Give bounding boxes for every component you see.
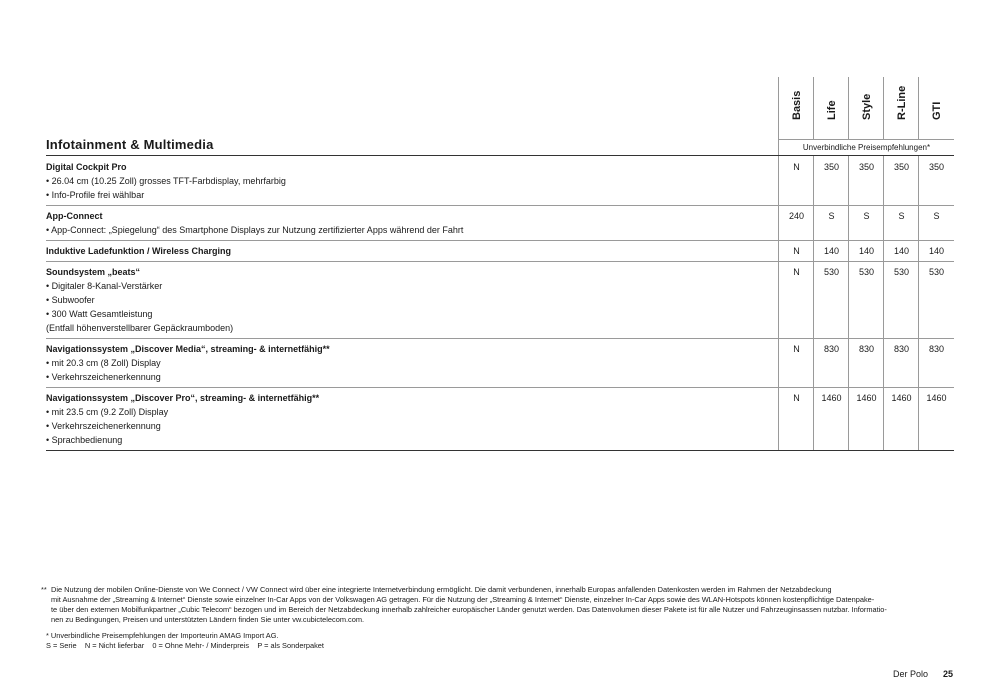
column-divider [848, 156, 849, 451]
row-title: Soundsystem „beats“ [46, 267, 141, 277]
row-bullet: • mit 20.3 cm (8 Zoll) Display [46, 358, 161, 368]
section-title: Infotainment & Multimedia [46, 137, 214, 152]
cell-life: 830 [823, 344, 840, 354]
footnote-double-star [41, 585, 950, 625]
cell-basis: N [793, 162, 800, 172]
row-divider [46, 261, 954, 262]
cell-style: 140 [858, 246, 875, 256]
cell-r-line: 530 [893, 267, 910, 277]
row-title: App-Connect [46, 211, 103, 221]
column-divider [918, 156, 919, 451]
cell-r-line: 350 [893, 162, 910, 172]
cell-r-line: S [898, 211, 905, 221]
cell-life: S [828, 211, 835, 221]
cell-basis: N [793, 267, 800, 277]
page-number: 25 [943, 669, 954, 679]
row-title: Digital Cockpit Pro [46, 162, 127, 172]
column-header-life: Life [825, 100, 838, 120]
cell-r-line: 140 [893, 246, 910, 256]
row-bullet: • Digitaler 8-Kanal-Verstärker [46, 281, 163, 291]
cell-basis: N [793, 393, 800, 403]
cell-style: 1460 [856, 393, 877, 403]
cell-gti: 1460 [926, 393, 947, 403]
footnote-line: mit Ausnahme der „Streaming & Internet“ Dienste sowie einzelner In-Car Apps von der Volkswagen AG getragen. Für die Nutzung der „Streaming & Internet“ Dienste, einzelner In-Car Apps sowie des WLAN-Hotspots können kostenpflichtige Datenpake- [51, 595, 875, 604]
footnote-star: * Unverbindliche Preisempfehlungen der Importeurin AMAG Import AG. [46, 631, 279, 640]
row-note: (Entfall höhenverstellbarer Gepäckraumboden) [46, 323, 234, 333]
cell-life: 350 [823, 162, 840, 172]
cell-gti: S [933, 211, 940, 221]
row-bullet: • Verkehrszeichenerkennung [46, 421, 161, 431]
column-divider [813, 156, 814, 451]
table-bottom-rule [46, 450, 954, 451]
footnote-line: te über den externen Mobilfunkpartner „Cubic Telecom“ bezogen und im Bereich der Netzabdeckung innerhalb zahlreicher europäischer Länder genutzt werden. Das Datenvolumen dieser Pakete ist für alle Nutzer und Fahrzeuginsassen nutzbar. Informatio- [51, 605, 887, 614]
footnote-marker: ** [41, 585, 47, 594]
cell-life: 1460 [821, 393, 842, 403]
legend: S = Serie N = Nicht lieferbar 0 = Ohne Mehr- / Minderpreis P = als Sonderpaket [46, 641, 324, 650]
cell-r-line: 830 [893, 344, 910, 354]
column-header-gti: GTI [930, 101, 943, 120]
row-title: Navigationssystem „Discover Media“, streaming- & internetfähig** [46, 344, 330, 354]
footnote-line: nen zu Bedingungen, Preisen und unterstützten Ländern finden Sie unter vw.cubictelecom.com. [51, 615, 365, 624]
row-divider [46, 205, 954, 206]
cell-style: 350 [858, 162, 875, 172]
cell-gti: 350 [928, 162, 945, 172]
row-bullet: • Sprachbedienung [46, 435, 123, 445]
row-title: Induktive Ladefunktion / Wireless Charging [46, 246, 231, 256]
row-divider [46, 387, 954, 388]
row-bullet: • Verkehrszeichenerkennung [46, 372, 161, 382]
row-bullet: • 26.04 cm (10.25 Zoll) grosses TFT-Farbdisplay, mehrfarbig [46, 176, 286, 186]
row-bullet: • App-Connect: „Spiegelung“ des Smartphone Displays zur Nutzung zertifizierter Apps während der Fahrt [46, 225, 464, 235]
table-top-rule [46, 155, 954, 156]
cell-life: 140 [823, 246, 840, 256]
column-header-basis: Basis [790, 90, 803, 120]
row-divider [46, 338, 954, 339]
row-bullet: • 300 Watt Gesamtleistung [46, 309, 153, 319]
cell-style: S [863, 211, 870, 221]
cell-r-line: 1460 [891, 393, 912, 403]
row-bullet: • mit 23.5 cm (9.2 Zoll) Display [46, 407, 169, 417]
cell-style: 530 [858, 267, 875, 277]
column-header-style: Style [860, 93, 873, 120]
footer-label: Der Polo [893, 669, 929, 679]
cell-gti: 830 [928, 344, 945, 354]
column-header-r-line: R-Line [895, 85, 908, 120]
column-divider [883, 156, 884, 451]
row-bullet: • Info-Profile frei wählbar [46, 190, 145, 200]
price-note: Unverbindliche Preisempfehlungen* [802, 143, 931, 152]
footnotes [41, 585, 950, 651]
row-bullet: • Subwoofer [46, 295, 95, 305]
cell-style: 830 [858, 344, 875, 354]
cell-basis: 240 [788, 211, 805, 221]
cell-gti: 530 [928, 267, 945, 277]
footnote-line: Die Nutzung der mobilen Online-Dienste von We Connect / VW Connect wird über eine integrierte Internetverbindung ermöglicht. Die damit verbundenen, innerhalb Europas anfallenden Datenkosten werden im Rahmen der Netzabdeckung [51, 585, 832, 594]
cell-gti: 140 [928, 246, 945, 256]
header-divider [779, 139, 954, 140]
cell-life: 530 [823, 267, 840, 277]
cell-basis: N [793, 344, 800, 354]
row-title: Navigationssystem „Discover Pro“, streaming- & internetfähig** [46, 393, 320, 403]
cell-basis: N [793, 246, 800, 256]
row-divider [46, 240, 954, 241]
